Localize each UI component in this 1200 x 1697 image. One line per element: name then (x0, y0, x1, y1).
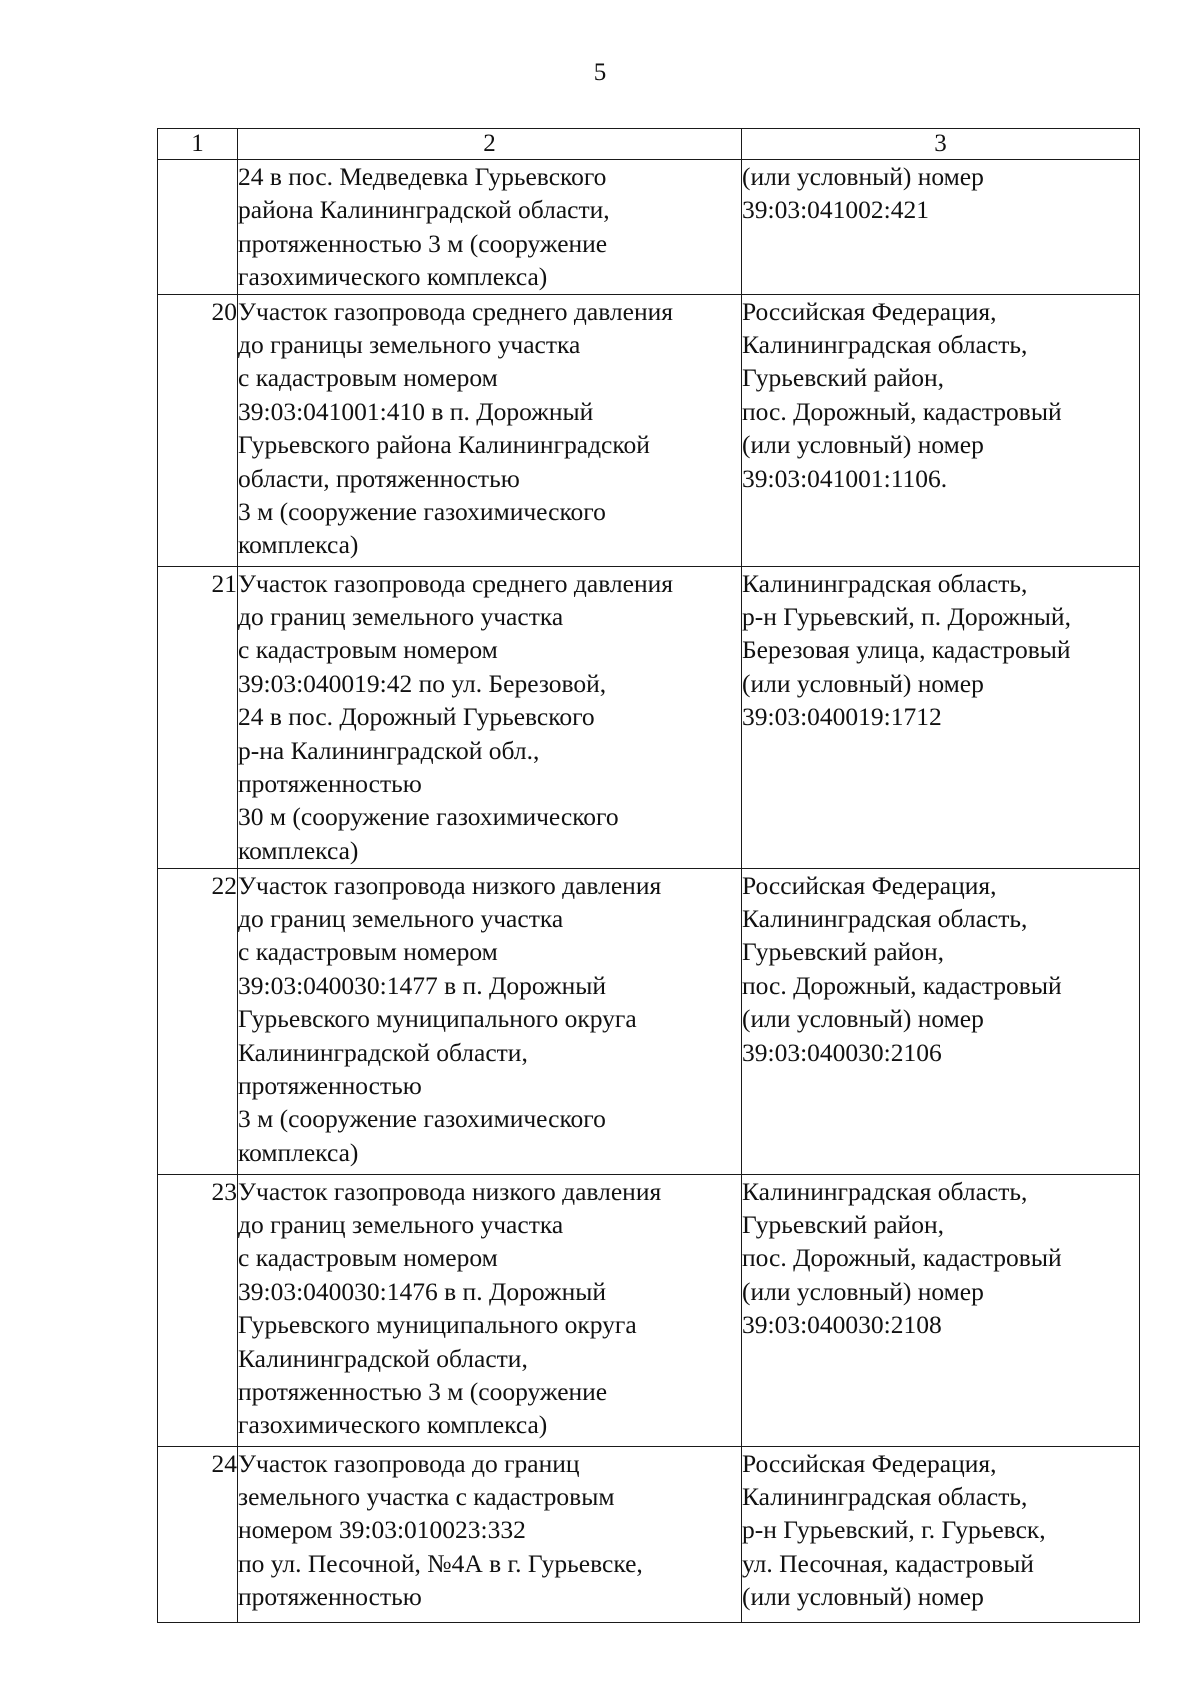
text-line: (или условный) номер (742, 162, 984, 191)
text-line: по ул. Песочной, №4А в г. Гурьевске, (238, 1548, 643, 1578)
text-line: (или условный) номер (742, 668, 984, 698)
text-line: 24 в пос. Дорожный Гурьевского (238, 702, 595, 732)
text-line: Гурьевский район, (742, 937, 944, 967)
text-line: 39:03:040030:2108 (742, 1310, 942, 1340)
text-line: до границы земельного участка (238, 330, 581, 360)
row-description (238, 294, 742, 566)
text-line: с кадастровым номером (238, 363, 498, 393)
text-line: 3 м (сооружение газохимического (238, 497, 606, 527)
text-line: Калининградская область, (742, 330, 1028, 360)
text-line: с кадастровым номером (238, 1243, 498, 1273)
text-line: комплекса) (238, 1137, 359, 1167)
text-line: Гурьевский район, (742, 363, 944, 393)
text-line: до границ земельного участка (238, 904, 564, 934)
header-cell-description: 2 (238, 129, 742, 160)
row-number: 24 (158, 1446, 238, 1622)
row-description (238, 160, 742, 295)
table-row (158, 1174, 1140, 1446)
row-number: 21 (158, 566, 238, 868)
page-number: 5 (593, 59, 607, 86)
text-line: Российская Федерация, (742, 1448, 997, 1478)
row-description (238, 566, 742, 868)
text-line: Российская Федерация, (742, 870, 997, 900)
text-line: Калининградской области, (238, 1343, 528, 1373)
text-line: газохимического комплекса) (238, 1410, 548, 1440)
text-line: Калининградская область, (742, 568, 1028, 598)
text-line: пос. Дорожный, кадастровый (742, 396, 1062, 426)
text-line: Калининградская область, (742, 1482, 1028, 1512)
text-line: 39:03:040030:1476 в п. Дорожный (238, 1276, 606, 1306)
table-row (158, 566, 1140, 868)
text-line: номером 39:03:010023:332 (238, 1515, 526, 1545)
text-line: 39:03:041001:1106. (742, 463, 948, 493)
text-line: (или условный) номер (742, 1276, 984, 1306)
row-description (238, 868, 742, 1174)
table-header-row (158, 129, 1140, 160)
text-line: с кадастровым номером (238, 635, 498, 665)
row-number: 22 (158, 868, 238, 1174)
text-line: протяженностью 3 м (сооружение (238, 228, 608, 258)
row-number: 20 (158, 294, 238, 566)
text-line: Участок газопровода среднего давления (238, 568, 673, 598)
row-address (742, 294, 1140, 566)
text-line: Калининградская область, (742, 1176, 1028, 1206)
text-line: 30 м (сооружение газохимического (238, 802, 619, 832)
text-line: Участок газопровода низкого давления (238, 870, 662, 900)
text-line: Гурьевского муниципального округа (238, 1004, 637, 1034)
text-line: протяженностью 3 м (сооружение (238, 1377, 608, 1407)
text-line: до границ земельного участка (238, 602, 564, 632)
text-line: Российская Федерация, (742, 296, 997, 326)
row-address (742, 868, 1140, 1174)
row-description (238, 1446, 742, 1622)
text-line: Гурьевского муниципального округа (238, 1310, 637, 1340)
table-row (158, 294, 1140, 566)
text-line: Участок газопровода низкого давления (238, 1176, 662, 1206)
text-line: Гурьевский район, (742, 1210, 944, 1240)
text-line: Гурьевского района Калининградской (238, 430, 650, 460)
text-line: р-на Калининградской обл., (238, 735, 540, 765)
table-row (158, 1446, 1140, 1622)
text-line: газохимического комплекса) (238, 262, 548, 292)
text-line: Участок газопровода до границ (238, 1448, 580, 1478)
text-line: 39:03:040019:1712 (742, 702, 942, 732)
text-line: комплекса) (238, 835, 359, 865)
row-description (238, 1174, 742, 1446)
text-line: с кадастровым номером (238, 937, 498, 967)
text-line: протяженностью (238, 1582, 422, 1612)
text-line: р-н Гурьевский, п. Дорожный, (742, 602, 1071, 632)
text-line: Участок газопровода среднего давления (238, 296, 673, 326)
header-cell-address: 3 (742, 129, 1140, 160)
text-line: пос. Дорожный, кадастровый (742, 970, 1062, 1000)
text-line: 39:03:041002:421 (742, 195, 930, 225)
text-line: Калининградской области, (238, 1037, 528, 1067)
text-line: (или условный) номер (742, 430, 984, 460)
text-line: 39:03:040030:1477 в п. Дорожный (238, 970, 606, 1000)
text-line: Березовая улица, кадастровый (742, 635, 1071, 665)
text-line: протяженностью (238, 769, 422, 799)
text-line: 3 м (сооружение газохимического (238, 1104, 606, 1134)
row-address (742, 1174, 1140, 1446)
header-cell-number: 1 (158, 129, 238, 160)
text-line: 24 в пос. Медведевка Гурьевского (238, 162, 607, 191)
text-line: района Калининградской области, (238, 195, 610, 225)
text-line: 39:03:040030:2106 (742, 1037, 942, 1067)
text-line: (или условный) номер (742, 1582, 984, 1612)
text-line: 39:03:040019:42 по ул. Березовой, (238, 668, 607, 698)
row-address (742, 566, 1140, 868)
text-line: земельного участка с кадастровым (238, 1482, 615, 1512)
text-line: ул. Песочная, кадастровый (742, 1548, 1034, 1578)
text-line: комплекса) (238, 530, 359, 560)
text-line: протяженностью (238, 1071, 422, 1101)
row-address (742, 160, 1140, 295)
text-line: области, протяженностью (238, 463, 520, 493)
text-line: (или условный) номер (742, 1004, 984, 1034)
row-number (158, 160, 238, 295)
row-number: 23 (158, 1174, 238, 1446)
property-table (157, 128, 1140, 1623)
text-line: пос. Дорожный, кадастровый (742, 1243, 1062, 1273)
row-address (742, 1446, 1140, 1622)
text-line: Калининградская область, (742, 904, 1028, 934)
table-row (158, 160, 1140, 295)
text-line: 39:03:041001:410 в п. Дорожный (238, 396, 594, 426)
text-line: р-н Гурьевский, г. Гурьевск, (742, 1515, 1046, 1545)
table-row (158, 868, 1140, 1174)
text-line: до границ земельного участка (238, 1210, 564, 1240)
